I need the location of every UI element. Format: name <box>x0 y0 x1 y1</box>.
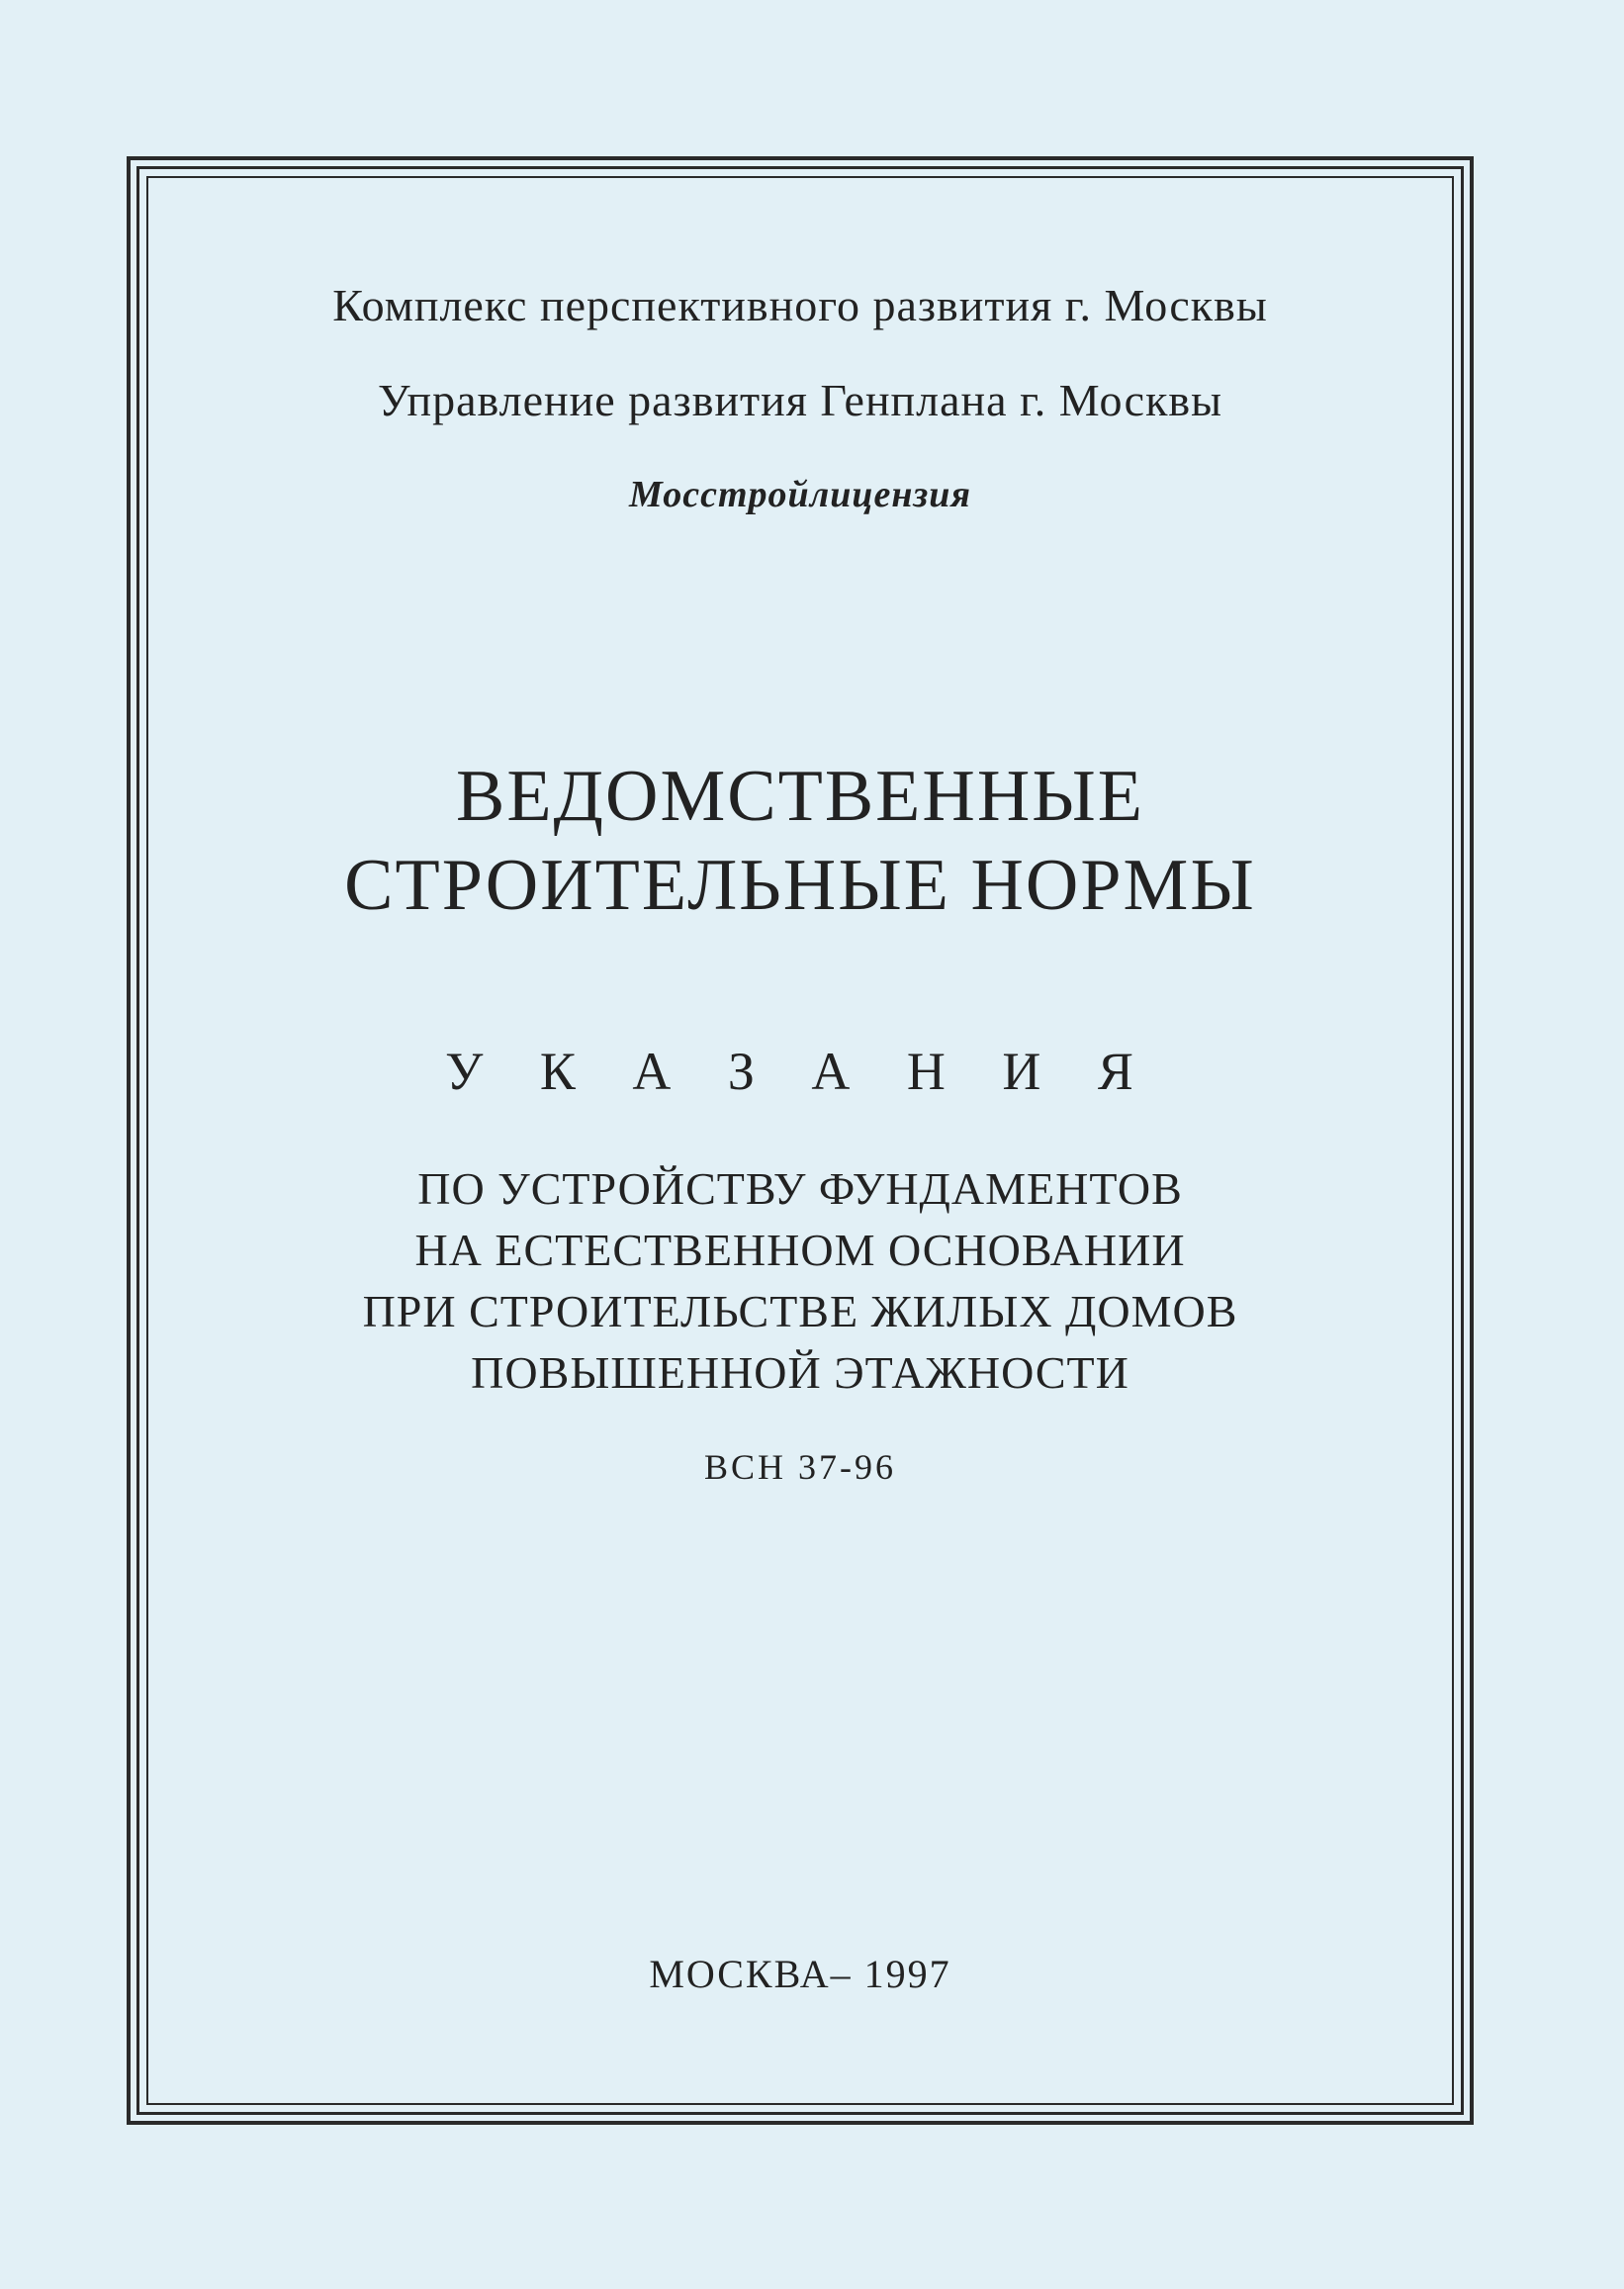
organization-line-3: Мосстройлицензия <box>629 474 971 515</box>
title-line-2: СТРОИТЕЛЬНЫЕ НОРМЫ <box>344 845 1256 926</box>
document-type: У К А З А Н И Я <box>445 1042 1155 1101</box>
subtitle-line-2: НА ЕСТЕСТВЕННОМ ОСНОВАНИИ <box>414 1225 1186 1275</box>
organization-line-2: Управление развития Генплана г. Москвы <box>377 375 1223 425</box>
document-code: ВСН 37-96 <box>703 1447 896 1487</box>
page-frame-inner <box>146 176 1454 2105</box>
title-line-1: ВЕДОМСТВЕННЫЕ <box>455 756 1144 837</box>
city-year: МОСКВА– 1997 <box>649 1952 951 1996</box>
organization-line-1: Комплекс перспективного развития г. Москвы <box>332 280 1268 330</box>
subtitle-line-4: ПОВЫШЕННОЙ ЭТАЖНОСТИ <box>471 1347 1129 1398</box>
subtitle-line-3: ПРИ СТРОИТЕЛЬСТВЕ ЖИЛЫХ ДОМОВ <box>362 1286 1238 1336</box>
subtitle-line-1: ПО УСТРОЙСТВУ ФУНДАМЕНТОВ <box>417 1163 1183 1214</box>
